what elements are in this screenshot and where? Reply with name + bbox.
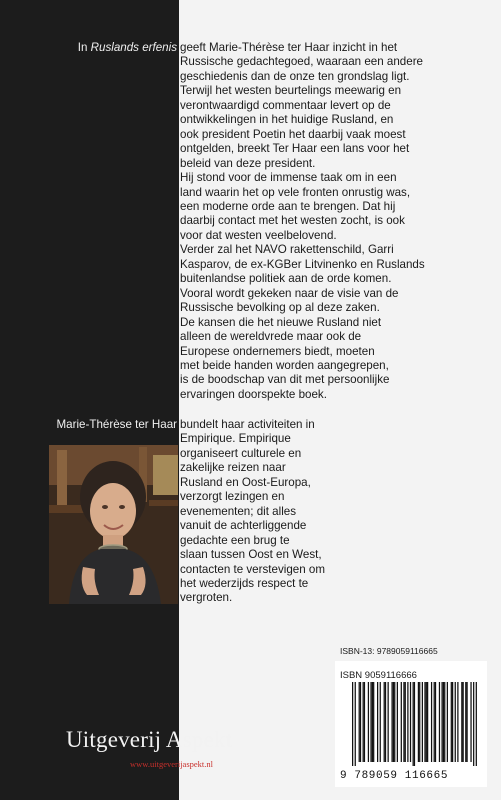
barcode-bar — [431, 682, 432, 762]
barcode-bar — [457, 682, 458, 762]
text-line: ontwikkelingen in het huidige Rusland, en — [180, 113, 394, 127]
barcode-bar — [403, 682, 404, 762]
barcode-bar — [466, 682, 467, 762]
barcode-bar — [424, 682, 425, 762]
barcode-bar — [384, 682, 385, 762]
text-line: land waarin het op vele fronten onrustig was, — [180, 185, 411, 199]
barcode-bar — [473, 682, 474, 766]
barcode-bar — [377, 682, 378, 762]
intro-label — [78, 41, 177, 55]
barcode-bar — [405, 682, 406, 762]
dark-left-panel — [0, 0, 179, 800]
text-line: is de boodschap van dit met persoonlijke — [180, 373, 390, 387]
barcode-bar — [470, 682, 471, 762]
text-line: geeft Marie-Thérèse ter Haar inzicht in het — [180, 41, 398, 54]
barcode-bar — [394, 682, 395, 762]
barcode-bar — [360, 682, 361, 762]
publisher-url: www.uitgeverijaspekt.nl — [130, 759, 214, 769]
text-line: ook president Poetin het daarbij vaak moest — [180, 127, 406, 141]
barcode-bar — [397, 682, 398, 762]
barcode-bar — [363, 682, 364, 762]
text-line: vanuit de achterliggende — [180, 519, 307, 533]
text-line: Europese ondernemers biedt, moeten — [180, 344, 375, 358]
barcode-bar — [391, 682, 392, 762]
barcode-bar — [380, 682, 381, 762]
barcode-bar — [385, 682, 386, 762]
barcode-bar — [419, 682, 420, 762]
barcode-bar — [393, 682, 394, 762]
barcode-bar — [465, 682, 466, 762]
barcode-bar — [368, 682, 369, 762]
text-line: zakelijke reizen naar — [180, 461, 286, 475]
text-line: Russische bevolking op al deze zaken. — [180, 301, 380, 315]
book-title: Ruslands erfenis — [90, 41, 177, 54]
text-line: ontgelden, breekt Ter Haar een lans voor het — [180, 142, 410, 156]
text-line: Rusland en Oost-Europa, — [180, 475, 311, 489]
barcode-bar — [451, 682, 452, 762]
text-line: De kansen die het nieuwe Rusland niet — [180, 315, 382, 329]
barcode-bar — [463, 682, 464, 762]
text-line: met beide handen worden aangegrepen, — [180, 358, 389, 372]
barcode-bar — [418, 682, 419, 762]
barcode-bar — [422, 682, 423, 762]
isbn13-label: ISBN-13: 9789059116665 — [340, 646, 438, 656]
barcode-bar — [461, 682, 462, 762]
isbn10-label: ISBN 9059116666 — [340, 670, 417, 681]
barcode-bar — [455, 682, 456, 762]
text-line: Verder zal het NAVO rakettenschild, Garri — [180, 243, 394, 257]
text-line: Kasparov, de ex-KGBer Litvinenko en Ruslands — [180, 257, 425, 271]
text-line: geschiedenis dan de onze ten grondslag ligt. — [180, 69, 410, 83]
text-line: evenementen; dit alles — [180, 504, 297, 518]
text-line: Empirique. Empirique — [180, 432, 291, 446]
author-name: Marie-Thérèse ter Haar — [56, 418, 177, 431]
barcode-bar — [410, 682, 411, 762]
barcode-bar — [370, 682, 371, 762]
barcode-bar — [443, 682, 444, 762]
text-line: daarbij contact met het westen zocht, is ook — [180, 214, 405, 228]
text-line: bundelt haar activiteiten in — [180, 418, 315, 431]
barcode-bar — [434, 682, 435, 762]
barcode-bar — [364, 682, 365, 762]
text-line: Terwijl het westen beurtelings meewarig en — [180, 84, 402, 98]
barcode-bar — [444, 682, 445, 762]
text-line: organiseert culturele en — [180, 446, 302, 460]
text-line: slaan tussen Oost en West, — [180, 548, 322, 562]
text-line: gedachte een brug te — [180, 533, 290, 547]
barcode-bar — [388, 682, 389, 762]
barcode-bar — [435, 682, 436, 762]
barcode-bar — [427, 682, 428, 762]
barcode-bar — [452, 682, 453, 762]
blurb-text — [180, 41, 495, 402]
barcode-bar — [352, 682, 353, 766]
text-line: Vooral wordt gekeken naar de visie van de — [180, 286, 399, 300]
text-line: verontwaardigd commentaar levert op de — [180, 98, 391, 112]
text-line: Russische gedachtegoed, waaraan een andere — [180, 55, 423, 69]
barcode — [352, 682, 477, 766]
text-line: alleen de wereldvrede maar ook de — [180, 330, 362, 344]
barcode-bar — [414, 682, 415, 766]
publisher-name: Uitgeverij Aspekt — [66, 727, 233, 752]
barcode-bar — [372, 682, 373, 762]
text-line: buitenlandse politiek aan de orde komen. — [180, 272, 392, 286]
text-line: een moderne orde aan te brengen. Dat hij — [180, 199, 396, 213]
barcode-bar — [407, 682, 408, 762]
barcode-bar — [439, 682, 440, 762]
intro-prefix: In — [77, 41, 91, 54]
text-line: contacten te verstevigen om — [180, 562, 326, 576]
text-line: beleid van deze president. — [180, 156, 316, 170]
text-line: Hij stond voor de immense taak om in een — [180, 171, 397, 185]
text-line: het wederzijds respect te — [180, 576, 309, 590]
text-line: verzorgt lezingen en — [180, 490, 285, 504]
text-line: ervaringen doorspekte boek. — [180, 387, 327, 401]
barcode-digits: 9 789059 116665 — [340, 770, 449, 782]
barcode-bar — [359, 682, 360, 762]
text-line: vergroten. — [180, 591, 233, 605]
barcode-bar — [355, 682, 356, 766]
barcode-bar — [373, 682, 374, 762]
barcode-bar — [401, 682, 402, 762]
author-bio — [180, 418, 380, 606]
barcode-bar — [426, 682, 427, 762]
text-line: voor dat westen veelbelovend. — [180, 228, 337, 242]
barcode-bar — [441, 682, 442, 762]
barcode-bar — [476, 682, 477, 766]
barcode-bar — [413, 682, 414, 766]
barcode-bar — [447, 682, 448, 762]
author-photo — [49, 445, 178, 604]
